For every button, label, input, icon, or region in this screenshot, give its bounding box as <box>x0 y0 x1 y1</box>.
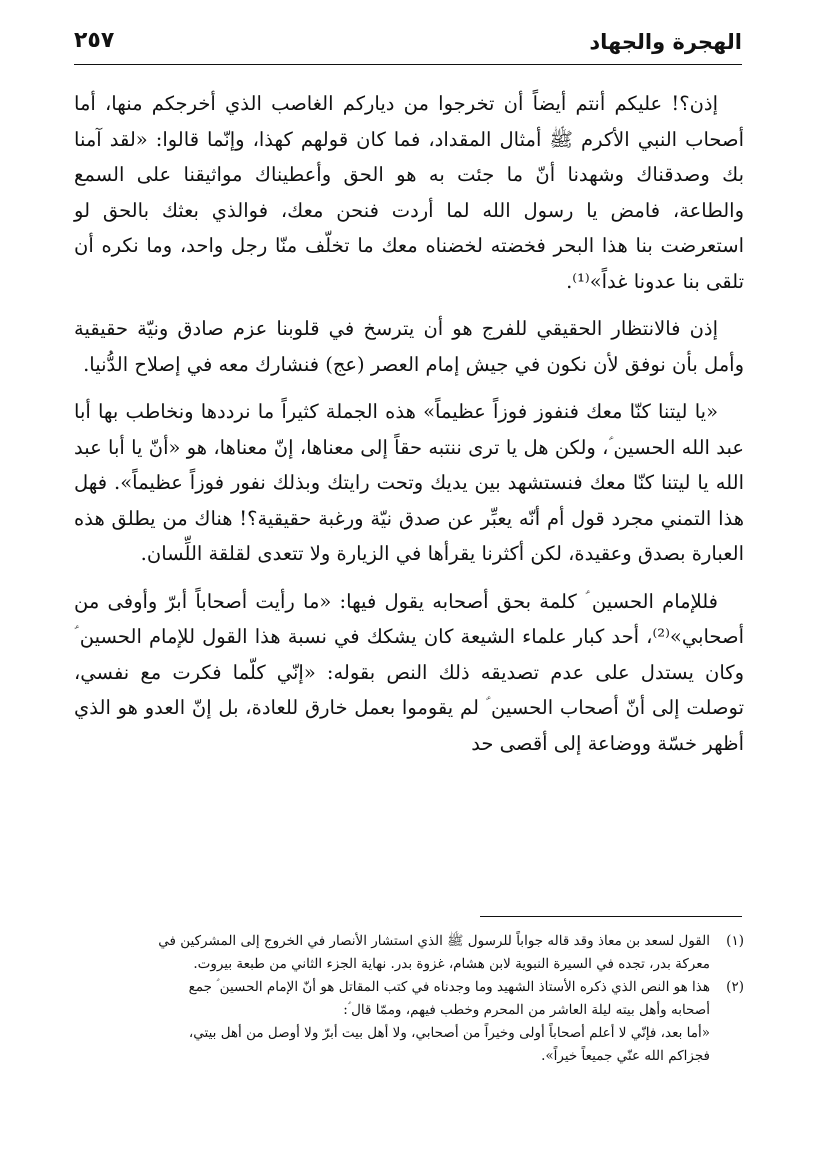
footnotes <box>74 930 744 1068</box>
footnote-line: فجزاكم الله عنّي جميعاً خيراً». <box>541 1048 710 1064</box>
footnote-line: «أما بعد، فإنّي لا أعلم أصحاباً أولى وخيراً من أصحابي، ولا أهل بيت أبرّ ولا أوصل من أهل بيتي، <box>188 1025 710 1041</box>
paragraph: إذن فالانتظار الحقيقي للفرج هو أن يترسخ في قلوبنا عزم صادق ونيّة حقيقية وأمل بأن نوفق لأن نكون في جيش إمام العصر (عج) فنشارك معه في إصلاح الدُّنيا. <box>74 317 744 376</box>
main-text <box>74 86 744 773</box>
footnote-number: (١) <box>726 933 744 949</box>
paragraph: فللإمام الحسين ؑ كلمة بحق أصحابه يقول فيها: «ما رأيت أصحاباً أبرّ وأوفى من أصحابي»⁽²⁾، أحد كبار علماء الشيعة كان يشكك في نسبة هذا القول للإمام الحسين ؑ وكان يستدل على عدم تصديقه ذلك النص بقوله: «إنّي كلّما فكرت مع نفسي، توصلت إلى أنّ أصحاب الحسين ؑ لم يقوموا بعمل خارق للعادة، بل إنّ العدو هو الذي أظهر خسّة ووضاعة إلى أقصى حد <box>74 589 744 755</box>
footnote-line: هذا هو النص الذي ذكره الأستاذ الشهيد وما وجدناه في كتب المقاتل هو أنّ الإمام الحسين ؑ جمع <box>188 979 710 995</box>
footnote <box>74 976 744 1068</box>
chapter-title: الهجرة والجهاد <box>589 30 742 54</box>
footnote-line: معركة بدر، تجده في السيرة النبوية لابن هشام، غزوة بدر. نهاية الجزء الثاني من طبعة بيروت. <box>193 956 710 972</box>
paragraph: «يا ليتنا كنّا معك فنفوز فوزاً عظيماً» هذه الجملة كثيراً ما نرددها ونخاطب بها أبا عبد الله الحسين ؑ، ولكن هل يا ترى ننتبه حقاً إلى معناها، إنّ معناها، هو «أنّ يا أبا عبد الله يا ليتنا كنّا معك فنستشهد بين يديك وتحت رايتك وبذلك نفور فوزاً عظيماً». فهل هذا التمني مجرد قول أم أنّه يعبِّر عن صدق نيّة ورغبة حقيقية؟! هناك من يطلق هذه العبارة بصدق وعقيدة، لكن أكثرنا يقرأها في الزيارة ولا تتعدى لقلقة اللِّسان. <box>74 400 744 565</box>
footnote <box>74 930 744 976</box>
page-header <box>74 28 742 65</box>
footnote-separator <box>480 916 742 917</box>
footnote-line: القول لسعد بن معاذ وقد قاله جواباً للرسول ﷺ الذي استشار الأنصار في الخروج إلى المشركين في <box>158 933 710 949</box>
page-number: ٢٥٧ <box>74 28 115 53</box>
paragraph: إذن؟! عليكم أنتم أيضاً أن تخرجوا من دياركم الغاصب الذي أخرجكم منها، أما أصحاب النبي الأكرم ﷺ أمثال المقداد، فما كان قولهم كهذا، وإنّما قالوا: «لقد آمنا بك وصدقناك وشهدنا أنّ ما جئت به هو الحق وأعطيناك مواثيقنا على السمع والطاعة، فامض يا رسول الله لما أردت فنحن معك، فوالذي بعثك بالحق لو استعرضت بنا هذا البحر فخضته لخضناه معك ما تخلّف منّا رجل واحد، وما نكره أن تلقى بنا عدونا غداً»⁽¹⁾. <box>74 92 744 293</box>
footnote-line: أصحابه وأهل بيته ليلة العاشر من المحرم وخطب فيهم، وممّا قال ؑ: <box>343 1002 710 1018</box>
footnote-number: (٢) <box>726 979 744 995</box>
